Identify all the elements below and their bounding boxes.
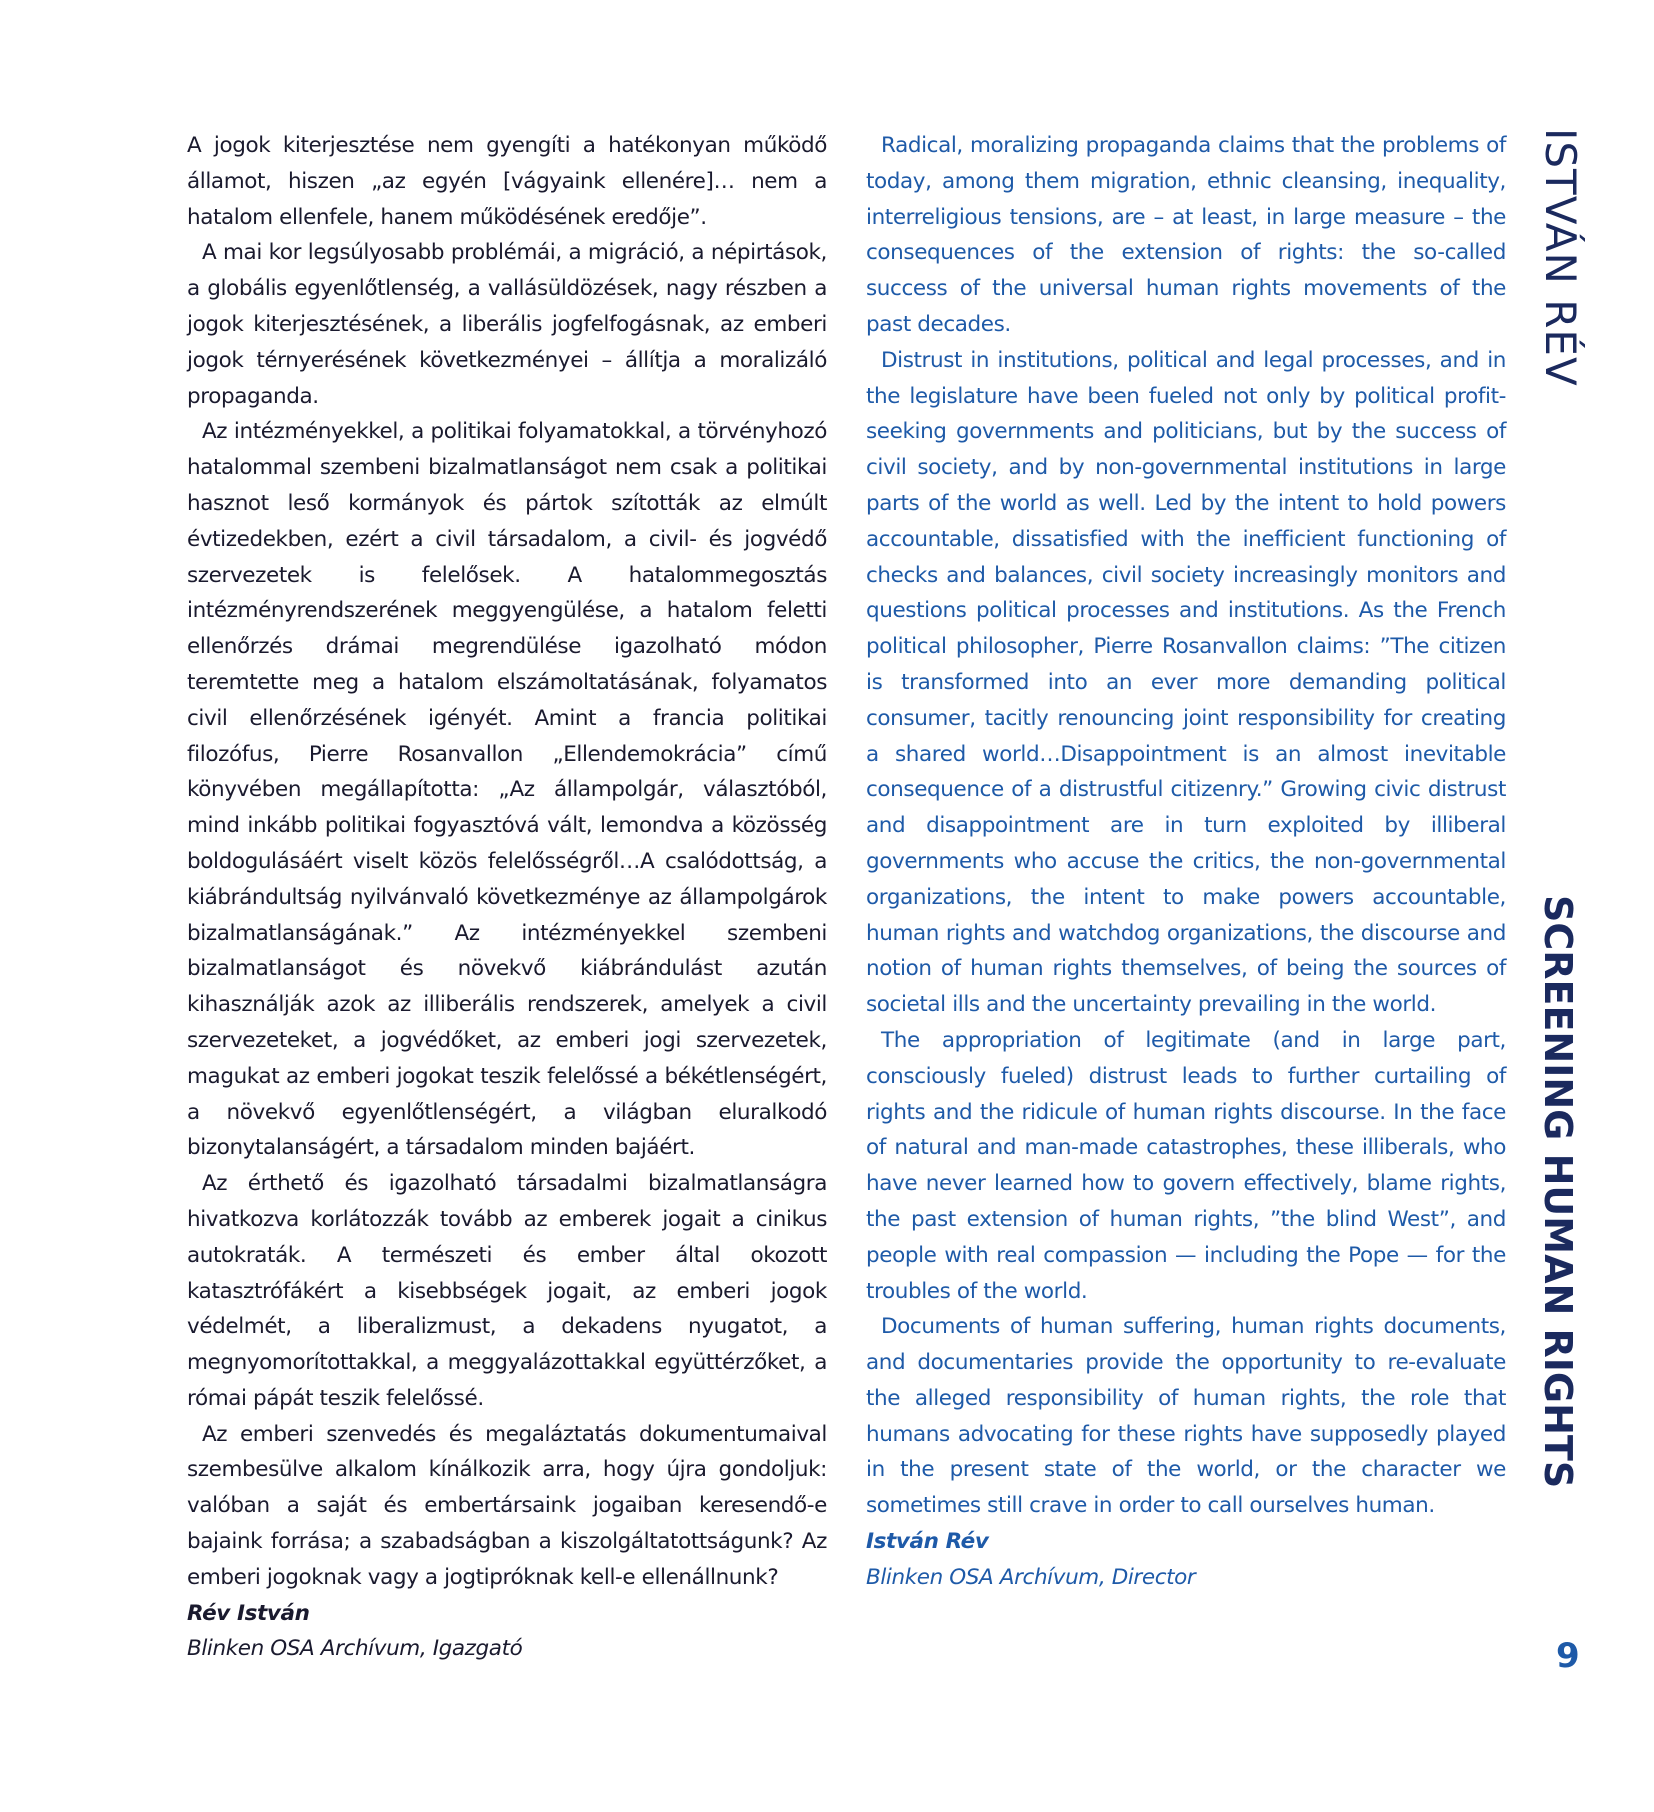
hungarian-paragraph: Az intézményekkel, a politikai folyamatokkal, a törvényhozó hatalommal szembeni bizalmatlanságot nem csak a politikai hasznot leső kormányok és pártok szították az elmúlt évtizedekben, ezért a civil társadalom, a civil- és jogvédő szervezetek is felelősek. A hatalommegosztás intézményrendszerének meggyengülése, a hatalom feletti ellenőrzés drámai megrendülése igazolható módon teremtette meg a hatalom elszámoltatásának, folyamatos civil ellenőrzésének igényét. Amint a francia politikai filozófus, Pierre Rosanvallon „Ellendemokrácia” című könyvében megállapította: „Az állampolgár, választóból, mind inkább politikai fogyasztóvá vált, lemondva a közösség boldogulásáért viselt közös felelősségről…A csalódottság, a kiábrándultság nyilvánvaló következménye az állampolgárok bizalmatlanságának.” Az intézményekkel szembeni bizalmatlanságot és növekvő kiábrándulást azután kihasználják azok az illiberális rendszerek, amelyek a civil szervezeteket, a jogvédőket, az emberi jogi szervezetek, magukat az emberi jogokat teszik felelőssé a békétlenségért, a növekvő egyenlőtlenségért, a világban eluralkodó bizonytalanságért, a társadalom minden bajáért.	[187, 419, 827, 1161]
hungarian-paragraph: Az érthető és igazolható társadalmi bizalmatlanságra hivatkozva korlátozzák tovább az emberek jogait a cinikus autokraták. A természeti és ember által okozott katasztrófákért a kisebbségek jogait, az emberi jogok védelmét, a liberalizmust, a dekadens nyugatot, a megnyomorítottakkal, a meggyalázottakkal együttérzőket, a római pápát teszik felelőssé.	[187, 1171, 827, 1411]
hungarian-paragraph: A mai kor legsúlyosabb problémái, a migráció, a népirtások, a globális egyenlőtlenség, a vallásüldözések, nagy részben a jogok kiterjesztésének, a liberális jogfelfogásnak, az emberi jogok térnyerésének következményei – állítja a moralizáló propaganda.	[187, 240, 827, 409]
page-number: 9	[1556, 1636, 1580, 1676]
hungarian-author-role: Blinken OSA Archívum, Igazgató	[187, 1636, 523, 1662]
english-author-role: Blinken OSA Archívum, Director	[866, 1564, 1196, 1590]
english-author: István Rév	[866, 1529, 989, 1555]
english-column	[866, 128, 1506, 1596]
sidebar-publication-title: SCREENING HUMAN RIGHTS	[1536, 895, 1580, 1489]
sidebar-author-name: ISTVÁN RÉV	[1536, 128, 1585, 387]
english-paragraph: Radical, moralizing propaganda claims that the problems of today, among them migration, ethnic cleansing, inequality, interreligious tensions, are – at least, in large measure – the consequences of the extension of rights: the so-called success of the universal human rights movements of the past decades.	[866, 133, 1506, 337]
hungarian-paragraph: A jogok kiterjesztése nem gyengíti a hatékonyan működő államot, hiszen „az egyén [vágyaink ellenére]… nem a hatalom ellenfele, hanem működésének eredője”.	[187, 133, 827, 230]
hungarian-column	[187, 128, 827, 1667]
hungarian-paragraph: Az emberi szenvedés és megaláztatás dokumentumaival szembesülve alkalom kínálkozik arra, hogy újra gondoljuk: valóban a saját és embertársaink jogaiban keresendő-e bajaink forrása; a szabadságban a kiszolgáltatottságunk? Az emberi jogoknak vagy a jogtipróknak kell-e ellenállnunk?	[187, 1421, 827, 1590]
english-paragraph: Distrust in institutions, political and legal processes, and in the legislature have been fueled not only by political profit-seeking governments and politicians, but by the success of civil society, and by non-governmental institutions in large parts of the world as well. Led by the intent to hold powers accountable, dissatisfied with the inefficient functioning of checks and balances, civil society increasingly monitors and questions political processes and institutions. As the French political philosopher, Pierre Rosanvallon claims: ”The citizen is transformed into an ever more demanding political consumer, tacitly renouncing joint responsibility for creating a shared world…Disappointment is an almost inevitable consequence of a distrustful citizenry.” Growing civic distrust and disappointment are in turn exploited by illiberal governments who accuse the critics, the non-governmental organizations, the intent to make powers accountable, human rights and watchdog organizations, the discourse and notion of human rights themselves, of being the sources of societal ills and the uncertainty prevailing in the world.	[866, 347, 1506, 1018]
hungarian-author: Rév István	[187, 1600, 310, 1626]
english-paragraph: Documents of human suffering, human rights documents, and documentaries provide the opportunity to re-evaluate the alleged responsibility of human rights, the role that humans advocating for these rights have supposedly played in the present state of the world, or the character we sometimes still crave in order to call ourselves human.	[866, 1314, 1506, 1519]
english-paragraph: The appropriation of legitimate (and in large part, consciously fueled) distrust leads to further curtailing of rights and the ridicule of human rights discourse. In the face of natural and man-made catastrophes, these illiberals, who have never learned how to govern effectively, blame rights, the past extension of human rights, ”the blind West”, and people with real compassion — including the Pope — for the troubles of the world.	[866, 1027, 1506, 1304]
